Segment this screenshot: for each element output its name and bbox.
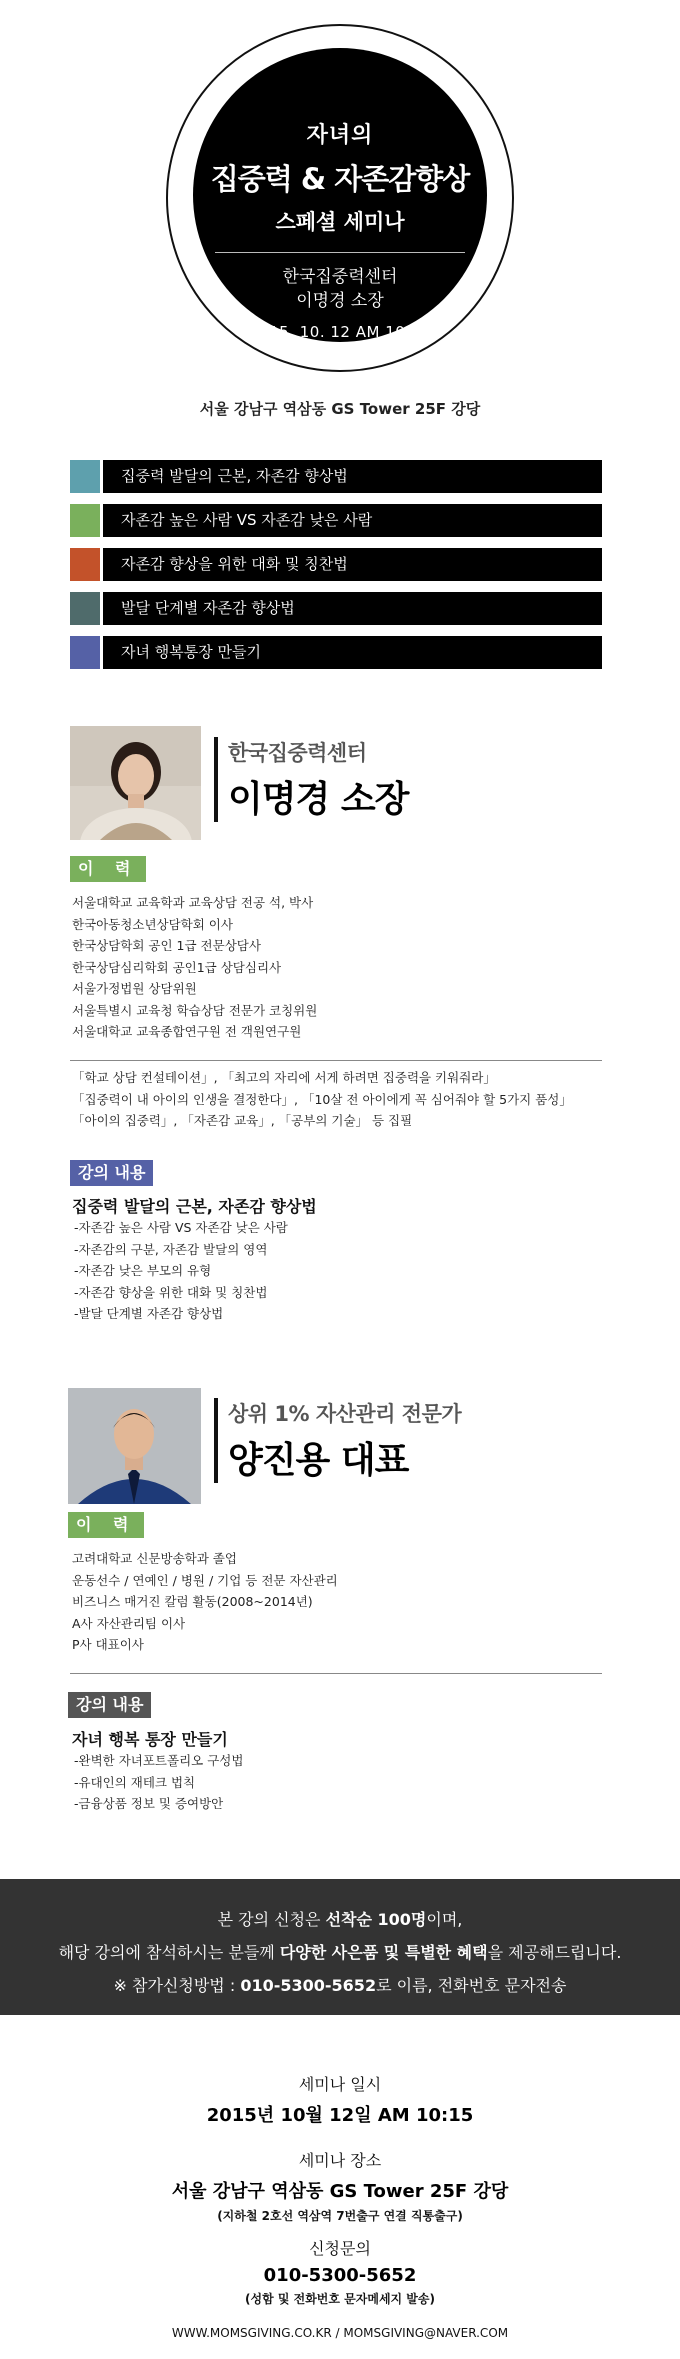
speaker1-history <box>72 892 317 1043</box>
info-place-value: 서울 강남구 역삼동 GS Tower 25F 강당 <box>171 2181 509 2202</box>
speaker1-photo <box>70 726 201 840</box>
site-footer: WWW.MOMSGIVING.CO.KR / MOMSGIVING@NAVER.COM <box>171 2326 509 2340</box>
notice-text: 로 이름, 전화번호 문자전송 <box>376 1976 567 1995</box>
topic-swatch <box>70 460 100 493</box>
info-date-label: 세미나 일시 <box>298 2075 382 2094</box>
notice-band <box>0 1879 680 2015</box>
info-place <box>0 2148 680 2224</box>
history-line: A사 자산관리팀 이사 <box>72 1615 186 1631</box>
topic-item <box>70 636 602 669</box>
speaker1-org: 한국집중력센터 <box>228 741 367 765</box>
notice-line1 <box>0 1907 680 1930</box>
speaker2-photo <box>68 1388 201 1504</box>
hero-subtitle: 스페셜 세미나 <box>275 210 405 234</box>
speaker1-lecture-title: 집중력 발달의 근본, 자존감 향상법 <box>72 1197 317 1216</box>
speaker1-name: 이명경 소장 <box>228 779 409 820</box>
history-line: 한국상담학회 공인 1급 전문상담사 <box>72 938 261 953</box>
notice-highlight: 다양한 사은품 및 특별한 혜택 <box>279 1943 488 1962</box>
topic-swatch <box>70 548 100 581</box>
info-contact <box>0 2236 680 2307</box>
speaker2-header <box>214 1398 461 1483</box>
lecture-item: -발달 단계별 자존감 향상법 <box>74 1306 224 1321</box>
topic-item <box>70 460 602 493</box>
notice-line2 <box>0 1940 680 1963</box>
history-line: 운동선수 / 연예인 / 병원 / 기업 등 전문 자산관리 <box>72 1572 338 1588</box>
topic-item <box>70 504 602 537</box>
topic-label: 자존감 높은 사람 VS 자존감 낮은 사람 <box>103 504 602 537</box>
topic-list <box>70 460 602 680</box>
info-place-sub: (지하철 2호선 역삼역 7번출구 연결 직통출구) <box>217 2209 463 2223</box>
hero-org: 한국집중력센터 <box>282 267 398 287</box>
speaker1-books <box>72 1067 572 1132</box>
notice-highlight: 선착순 100명 <box>325 1910 427 1929</box>
history-line: 서울대학교 교육학과 교육상담 전공 석, 박사 <box>72 895 314 910</box>
book-line: 「학교 상담 컨설테이션」, 「최고의 자리에 서게 하려면 집중력을 키워줘라」 <box>72 1070 496 1085</box>
lecture-item: -자존감 향상을 위한 대화 및 칭찬법 <box>74 1284 268 1300</box>
info-contact-sub: (성함 및 전화번호 문자메세지 발송) <box>245 2292 435 2306</box>
topic-label: 발달 단계별 자존감 향상법 <box>103 592 602 625</box>
notice-phone: 010-5300-5652 <box>240 1976 377 1995</box>
lecture-item: -금융상품 정보 및 증여방안 <box>74 1796 224 1811</box>
lecture-item: -유대인의 재테크 법칙 <box>74 1774 196 1790</box>
hero-line1: 자녀의 <box>306 123 374 148</box>
lecture-item: -자존감 높은 사람 VS 자존감 낮은 사람 <box>74 1220 288 1235</box>
lecture-item: -자존감의 구분, 자존감 발달의 영역 <box>74 1241 268 1257</box>
history-line: 고려대학교 신문방송학과 졸업 <box>72 1551 237 1566</box>
notice-text: 이며, <box>426 1910 463 1929</box>
hero-speaker: 이명경 소장 <box>296 291 384 311</box>
venue-top: 서울 강남구 역삼동 GS Tower 25F 강당 <box>199 400 481 418</box>
speaker1-lecture-tag: 강의 내용 <box>70 1160 153 1186</box>
info-date-value: 2015년 10월 12일 AM 10:15 <box>206 2105 474 2126</box>
info-contact-label: 신청문의 <box>309 2239 371 2258</box>
hero-datetime: 2015. 10. 12 AM 10:15 <box>249 323 431 341</box>
history-line: 서울대학교 교육종합연구원 전 객원연구원 <box>72 1024 302 1039</box>
topic-item <box>70 592 602 625</box>
book-line: 「집중력이 내 아이의 인생을 결정한다」, 「10살 전 아이에게 꼭 심어줘야 할 5가지 품성」 <box>72 1091 572 1107</box>
info-date <box>0 2072 680 2127</box>
speaker2-divider <box>70 1673 602 1674</box>
notice-text: ※ 참가신청방법 : <box>113 1976 241 1995</box>
topic-label: 자녀 행복통장 만들기 <box>103 636 602 669</box>
lecture-item: -자존감 낮은 부모의 유형 <box>74 1263 212 1278</box>
speaker2-history <box>72 1548 338 1656</box>
speaker2-org: 상위 1% 자산관리 전문가 <box>228 1402 462 1426</box>
speaker2-name: 양진용 대표 <box>228 1440 409 1481</box>
topic-swatch <box>70 592 100 625</box>
topic-label: 집중력 발달의 근본, 자존감 향상법 <box>103 460 602 493</box>
topic-label: 자존감 향상을 위한 대화 및 칭찬법 <box>103 548 602 581</box>
speaker2-lecture-items <box>74 1750 243 1815</box>
speaker1-header <box>214 737 408 822</box>
hero-section <box>0 0 680 360</box>
hero-title: 집중력 & 자존감향상 <box>210 162 470 196</box>
speaker2-lecture-tag: 강의 내용 <box>68 1692 151 1718</box>
book-line: 「아이의 집중력」, 「자존감 교육」, 「공부의 기술」 등 집필 <box>72 1113 413 1128</box>
speaker2-lecture-title: 자녀 행복 통장 만들기 <box>72 1730 228 1749</box>
lecture-item: -완벽한 자녀포트폴리오 구성법 <box>74 1753 244 1768</box>
notice-text: 을 제공해드립니다. <box>487 1943 622 1962</box>
history-line: 서울가정법원 상담위원 <box>72 981 197 996</box>
history-line: 한국상담심리학회 공인1급 상담심리사 <box>72 959 282 975</box>
notice-line3 <box>0 1973 680 1996</box>
topic-item <box>70 548 602 581</box>
info-contact-value: 010-5300-5652 <box>263 2265 417 2286</box>
speaker1-divider <box>70 1060 602 1061</box>
speaker1-lecture-items <box>74 1217 288 1325</box>
speaker1-history-tag: 이 력 <box>70 856 146 882</box>
hero-disc <box>193 48 487 342</box>
notice-text: 해당 강의에 참석하시는 분들께 <box>58 1943 280 1962</box>
topic-swatch <box>70 504 100 537</box>
notice-text: 본 강의 신청은 <box>217 1910 326 1929</box>
history-line: 한국아동청소년상담학회 이사 <box>72 916 233 932</box>
info-place-label: 세미나 장소 <box>298 2151 382 2170</box>
history-line: 비즈니스 매거진 칼럼 활동(2008~2014년) <box>72 1594 313 1609</box>
hero-divider <box>215 252 465 253</box>
speaker2-history-tag: 이 력 <box>68 1512 144 1538</box>
history-line: P사 대표이사 <box>72 1637 144 1652</box>
topic-swatch <box>70 636 100 669</box>
history-line: 서울특별시 교육청 학습상담 전문가 코칭위원 <box>72 1002 318 1018</box>
